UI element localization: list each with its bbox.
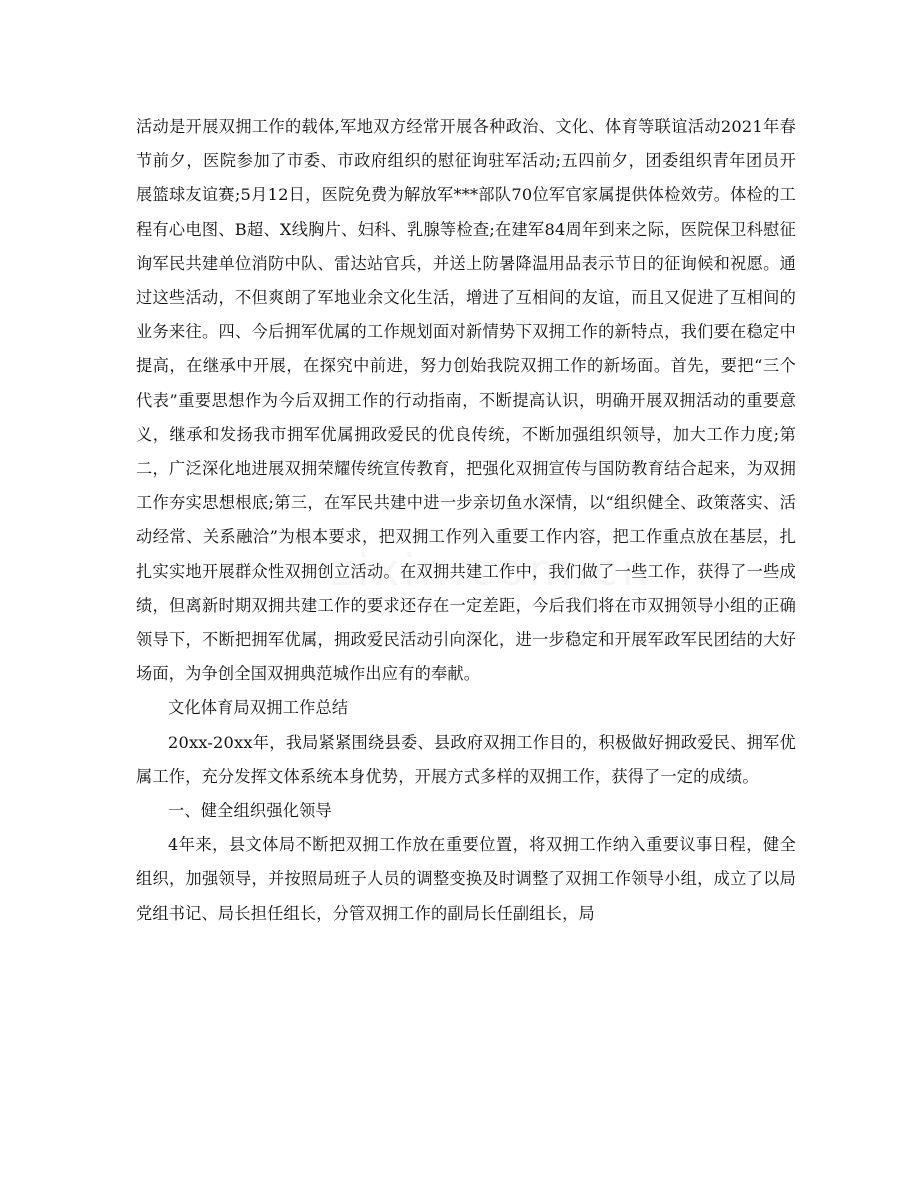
paragraph-activities: 活动是开展双拥工作的载体,军地双方经常开展各种政治、文化、体育等联谊活动2021年春节前夕，医院参加了市委、市政府组织的慰征询驻军活动;五四前夕，团委组织青年团员开展篮球友谊赛;5月12日，医院免费为解放军***部队70位军官家属提供体检效劳。体检的工程有心电图、B超、X线胸片、妇科、乳腺等检查;在建军84周年到来之际，医院保卫科慰征询军民共建单位消防中队、雷达站官兵，并送上防暑降温用品表示节日的征询候和祝愿。通过这些活动，不但爽朗了军地业余文化生活，增进了互相间的友谊，而且又促进了互相间的业务来往。四、今后拥军优属的工作规划面对新情势下双拥工作的新特点，我们要在稳定中提高，在继承中开展，在探究中前进，努力创始我院双拥工作的新场面。首先，要把“三个代表”重要思想作为今后双拥工作的行动指南，不断提高认识，明确开展双拥活动的重要意义，继承和发扬我市拥军优属拥政爱民的优良传统，不断加强组织领导，加大工作力度;第二，广泛深化地进展双拥荣耀传统宣传教育，把强化双拥宣传与国防教育结合起来，为双拥工作夯实思想根底;第三，在军民共建中进一步亲切鱼水深情，以“组织健全、政策落实、活动经常、关系融洽”为根本要求，把双拥工作列入重要工作内容，把工作重点放在基层，扎扎实实地开展群众性双拥创立活动。在双拥共建工作中，我们做了一些工作，获得了一些成绩，但离新时期双拥共建工作的要求还存在一定差距，今后我们将在市双拥领导小组的正确领导下，不断把拥军优属，拥政爱民活动引向深化，进一步稳定和开展军政军民团结的大好场面，为争创全国双拥典范城作出应有的奉献。 <box>136 117 796 684</box>
section-title: 文化体育局双拥工作总结 <box>168 698 349 718</box>
document-body <box>136 110 796 931</box>
section-heading-1: 一、健全组织强化领导 <box>168 801 332 821</box>
paragraph-intro: 20xx-20xx年，我局紧紧围绕县委、县政府双拥工作目的，积极做好拥政爱民、拥军优属工作，充分发挥文体系统本身优势，开展方式多样的双拥工作，获得了一定的成绩。 <box>136 732 796 786</box>
paragraph-organization: 4年来，县文体局不断把双拥工作放在重要位置，将双拥工作纳入重要议事日程，健全组织，加强领导，并按照局班子人员的调整变换及时调整了双拥工作领导小组，成立了以局党组书记、局长担任组长，分管双拥工作的副局长任副组长，局 <box>136 835 796 923</box>
